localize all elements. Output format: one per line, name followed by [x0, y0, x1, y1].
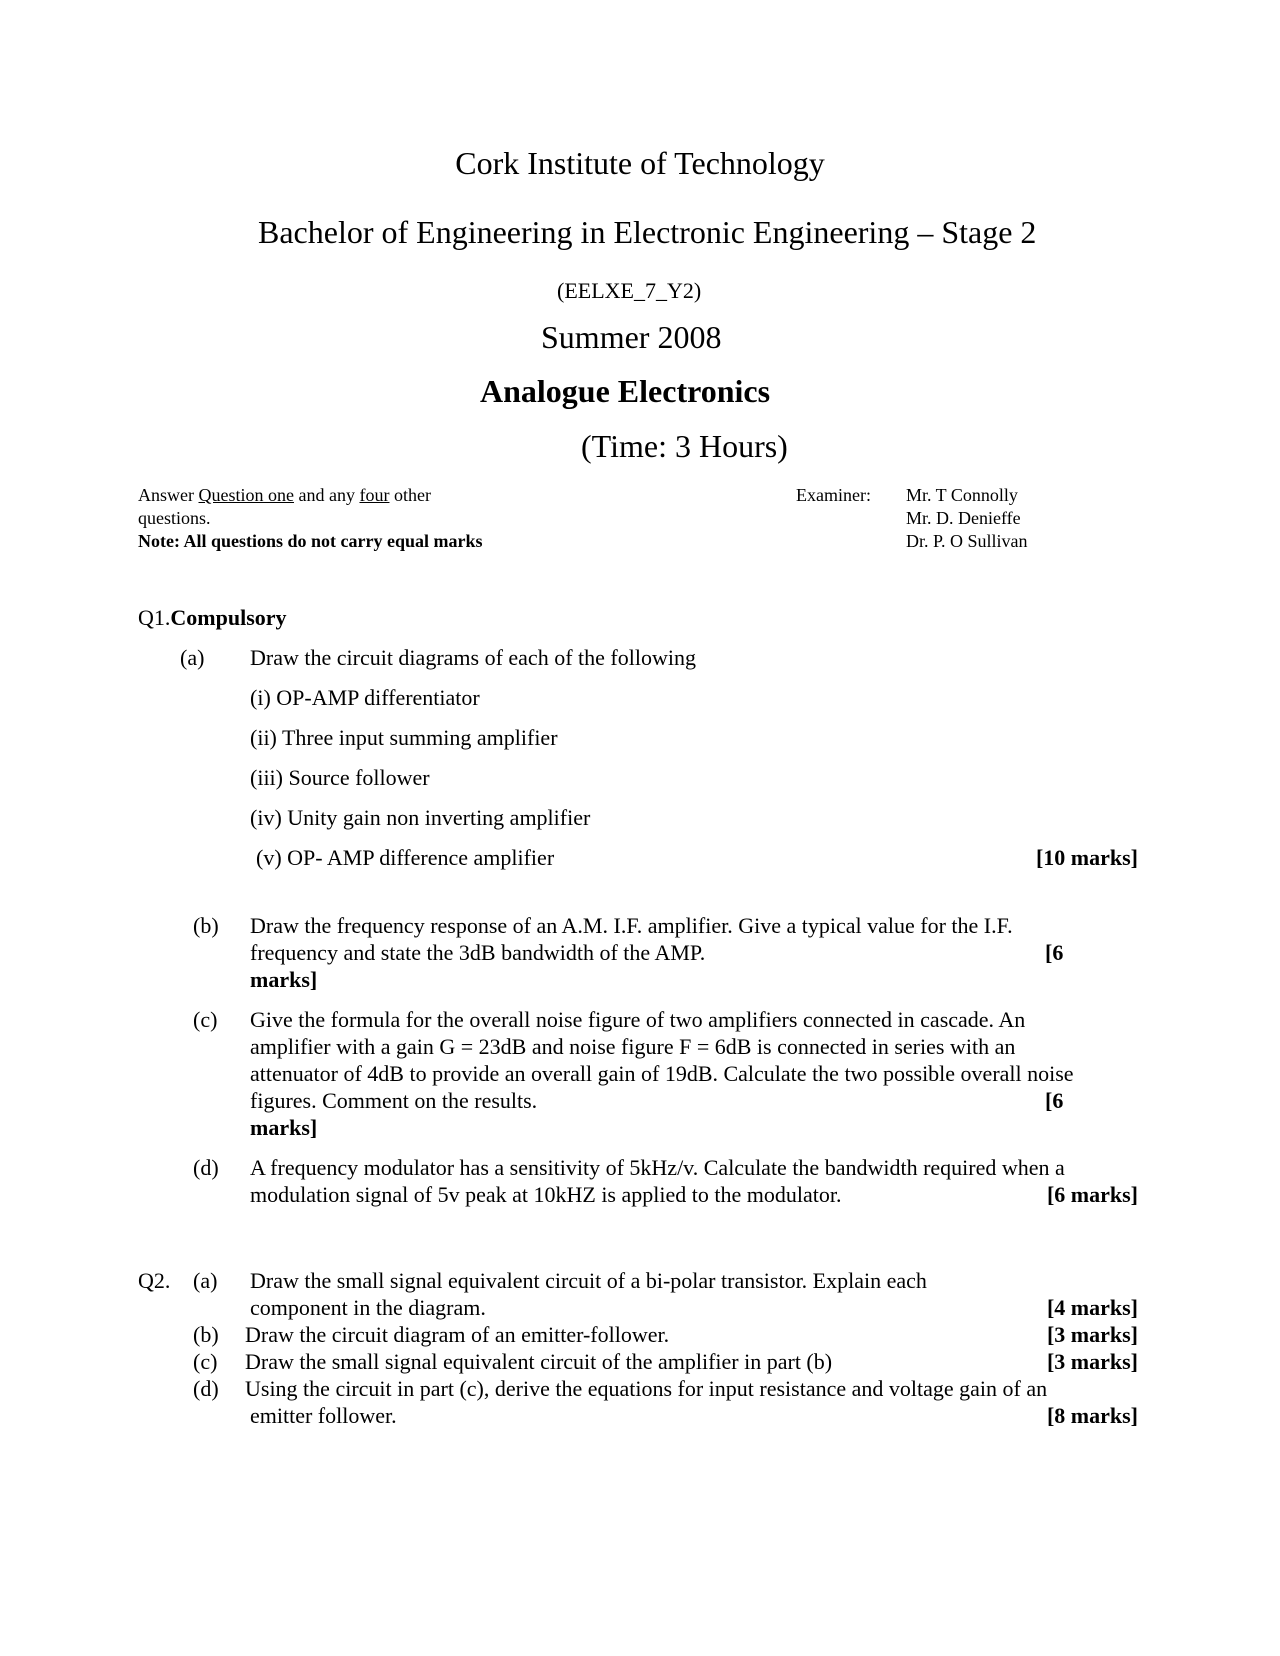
q1c-line: amplifier with a gain G = 23dB and noise figure F = 6dB is connected in series with an	[250, 1034, 1016, 1059]
q1c-label: (c)	[193, 1007, 218, 1032]
q1d-line: modulation signal of 5v peak at 10kHZ is applied to the modulator.	[250, 1182, 842, 1207]
q1-heading	[138, 605, 287, 631]
q1d-label: (d)	[193, 1155, 219, 1180]
answer-instruction	[138, 485, 431, 506]
q1c-marks: [6	[1045, 1088, 1064, 1113]
q1b-marks: [6	[1045, 940, 1064, 965]
q1a-text: Draw the circuit diagrams of each of the following	[250, 645, 696, 670]
examiner-name: Dr. P. O Sullivan	[906, 531, 1028, 551]
q1d-line: A frequency modulator has a sensitivity of 5kHz/v. Calculate the bandwidth required when a	[250, 1155, 1065, 1180]
exam-session: Summer 2008	[541, 319, 722, 355]
q2a-line: Draw the small signal equivalent circuit of a bi-polar transistor. Explain each	[250, 1268, 927, 1293]
q1a-item: (ii) Three input summing amplifier	[250, 725, 558, 750]
q2-number: Q2.	[138, 1268, 171, 1293]
exam-duration: (Time: 3 Hours)	[581, 428, 788, 464]
q1a-item: (v) OP- AMP difference amplifier	[256, 845, 555, 870]
q2b-label: (b)	[193, 1322, 219, 1347]
and-any-text: and any	[293, 485, 360, 505]
examiner-label: Examiner:	[796, 485, 871, 505]
q2d-label: (d)	[193, 1376, 219, 1401]
q1c-marks-continued: marks]	[250, 1115, 318, 1140]
q2d-line: Using the circuit in part (c), derive the equations for input resistance and voltage gain of an	[245, 1376, 1048, 1401]
answer-prefix: Answer	[138, 485, 199, 505]
course-code: (EELXE_7_Y2)	[557, 278, 702, 303]
q1b-line: frequency and state the 3dB bandwidth of the AMP.	[250, 940, 706, 965]
marks-note: Note: All questions do not carry equal marks	[138, 531, 483, 551]
q2a-marks: [4 marks]	[1046, 1295, 1138, 1320]
q1c-line: figures. Comment on the results.	[250, 1088, 538, 1113]
q1-title: Compulsory	[170, 605, 287, 630]
q1-number: Q1.	[138, 605, 171, 630]
q2d-line: emitter follower.	[250, 1403, 397, 1428]
q1c-line: attenuator of 4dB to provide an overall gain of 19dB. Calculate the two possible overall noise	[250, 1061, 1074, 1086]
q2a-line: component in the diagram.	[250, 1295, 486, 1320]
q2a-label: (a)	[193, 1268, 218, 1293]
q1a-item: (i) OP-AMP differentiator	[250, 685, 480, 710]
institution-title: Cork Institute of Technology	[455, 145, 825, 181]
programme-title: Bachelor of Engineering in Electronic Engineering – Stage 2	[258, 214, 1037, 250]
q1a-marks: [10 marks]	[1035, 845, 1138, 870]
q1a-item: (iv) Unity gain non inverting amplifier	[250, 805, 591, 830]
question-one-text: Question one	[198, 485, 294, 505]
q1b-line: Draw the frequency response of an A.M. I.F. amplifier. Give a typical value for the I.F.	[250, 913, 1013, 938]
q1a-item: (iii) Source follower	[250, 765, 430, 790]
answer-instruction-continued: questions.	[138, 508, 211, 528]
q2b-text: Draw the circuit diagram of an emitter-follower.	[245, 1322, 670, 1347]
q2c-marks: [3 marks]	[1046, 1349, 1138, 1374]
examiner-name: Mr. D. Denieffe	[906, 508, 1021, 528]
four-text: four	[359, 485, 390, 505]
q1b-label: (b)	[193, 913, 219, 938]
q1b-marks-continued: marks]	[250, 967, 318, 992]
q2b-marks: [3 marks]	[1046, 1322, 1138, 1347]
subject-title: Analogue Electronics	[480, 373, 771, 409]
other-text: other	[389, 485, 431, 505]
q2d-marks: [8 marks]	[1046, 1403, 1138, 1428]
q2c-label: (c)	[193, 1349, 218, 1374]
q1a-label: (a)	[180, 645, 205, 670]
examiner-name: Mr. T Connolly	[906, 485, 1018, 505]
q2c-text: Draw the small signal equivalent circuit of the amplifier in part (b)	[245, 1349, 833, 1374]
q1d-marks: [6 marks]	[1046, 1182, 1138, 1207]
q1c-line: Give the formula for the overall noise figure of two amplifiers connected in cascade. An	[250, 1007, 1026, 1032]
